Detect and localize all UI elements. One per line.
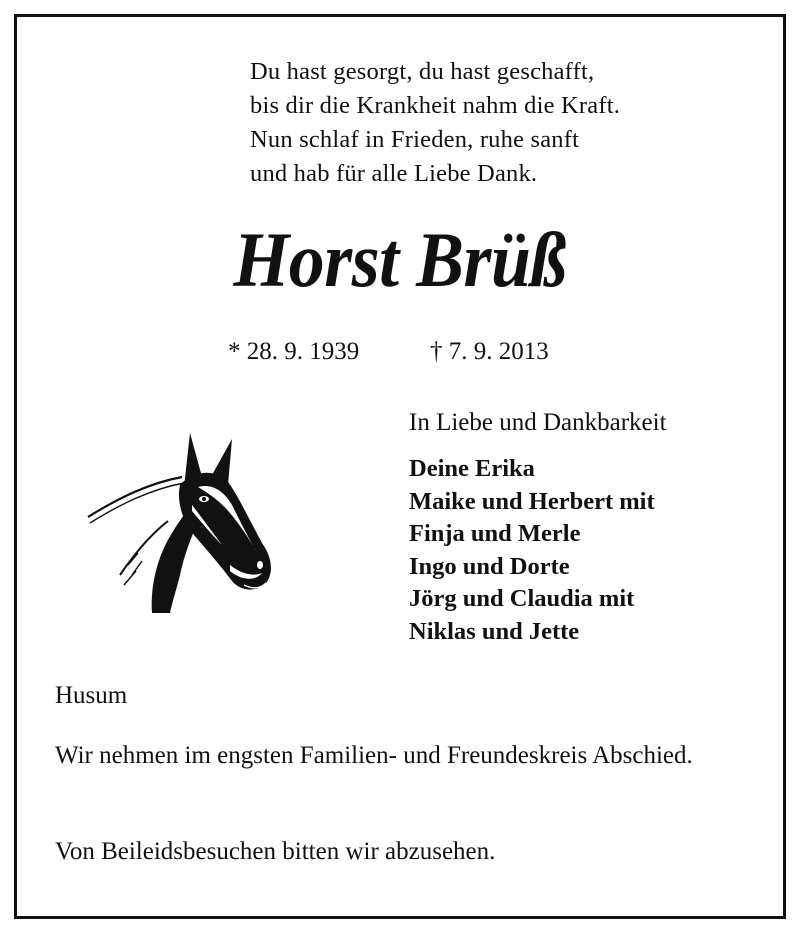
poem-line: und hab für alle Liebe Dank. — [250, 160, 538, 187]
condolence-notice: Von Beileidsbesuchen bitten wir abzusehen. — [55, 838, 496, 865]
place-name: Husum — [55, 682, 128, 709]
family-intro: In Liebe und Dankbarkeit — [409, 409, 667, 436]
family-member: Maike und Herbert mit — [409, 487, 655, 515]
birth-date: * 28. 9. 1939 — [228, 338, 360, 365]
family-member: Deine Erika — [409, 455, 535, 482]
family-member: Jörg und Claudia mit — [409, 585, 635, 612]
deceased-name-text: Horst Brüß — [233, 216, 567, 303]
family-member: Finja und Merle — [409, 520, 581, 547]
memorial-poem — [250, 55, 750, 191]
poem-line: Du hast gesorgt, du hast geschafft, — [250, 58, 595, 85]
family-members-list — [409, 453, 655, 648]
farewell-notice: Wir nehmen im engsten Familien- und Freundeskreis Abschied. — [55, 742, 693, 769]
horse-head-icon — [80, 425, 280, 615]
death-date: † 7. 9. 2013 — [430, 338, 549, 365]
poem-line: bis dir die Krankheit nahm die Kraft. — [250, 92, 621, 119]
deceased-name — [0, 212, 800, 308]
poem-line: Nun schlaf in Frieden, ruhe sanft — [250, 126, 580, 153]
family-member: Ingo und Dorte — [409, 552, 570, 580]
family-member: Niklas und Jette — [409, 617, 580, 645]
